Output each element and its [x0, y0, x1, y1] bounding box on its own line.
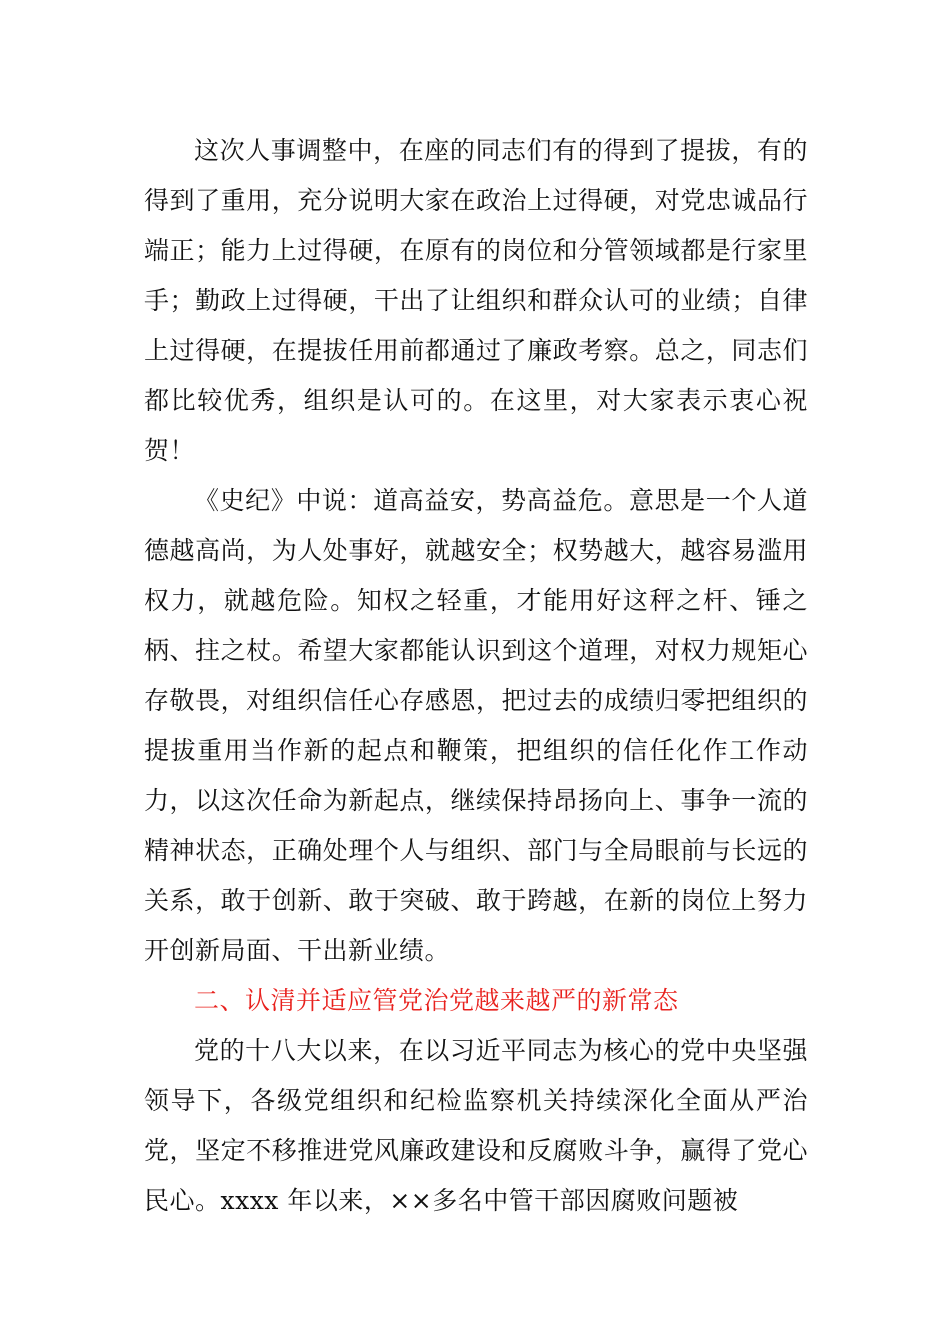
- paragraph-congratulations: 这次人事调整中，在座的同志们有的得到了提拔，有的得到了重用，充分说明大家在政治上过得硬，对党忠诚品行端正；能力上过得硬，在原有的岗位和分管领域都是行家里手；勤政上过得硬，干出了让组织和群众认可的业绩；自律上过得硬，在提拔任用前都通过了廉政考察。总之，同志们都比较优秀，组织是认可的。在这里，对大家表示衷心祝贺！: [144, 136, 808, 465]
- section-heading: 二、认清并适应管党治党越来越严的新常态: [194, 986, 679, 1015]
- document-body: [144, 126, 808, 1226]
- paragraph-shiji-quote: 《史纪》中说：道高益安，势高益危。意思是一个人道德越高尚，为人处事好，就越安全；权势越大，越容易滥用权力，就越危险。知权之轻重，才能用好这秤之杆、锤之柄、拄之杖。希望大家都能认识到这个道理，对权力规矩心存敬畏，对组织信任心存感恩，把过去的成绩归零把组织的提拔重用当作新的起点和鞭策，把组织的信任化作工作动力，以这次任命为新起点，继续保持昂扬向上、事争一流的精神状态，正确处理个人与组织、部门与全局眼前与长远的关系，敢于创新、敢于突破、敢于跨越，在新的岗位上努力开创新局面、干出新业绩。: [144, 486, 808, 965]
- paragraph-anti-corruption: 党的十八大以来，在以习近平同志为核心的党中央坚强领导下，各级党组织和纪检监察机关持续深化全面从严治党，坚定不移推进党风廉政建设和反腐败斗争，赢得了党心民心。xxxx 年以来，××多名中管干部因腐败问题被: [144, 1036, 808, 1215]
